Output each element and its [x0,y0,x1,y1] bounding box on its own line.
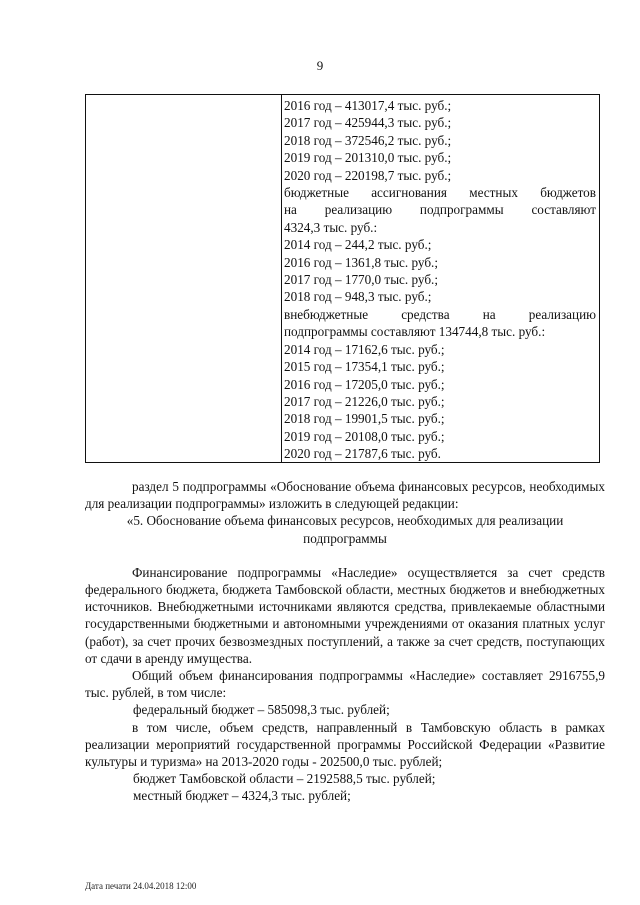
section-heading: «5. Обоснование объема финансовых ресурсов, необходимых для реализации подпрограммы [126,513,564,546]
line-federal-budget: федеральный бюджет – 585098,3 тыс. рублей; [133,702,390,718]
table-line: на реализацию подпрограммы составляют [284,202,596,218]
table-column-divider [281,95,282,462]
table-line: 2019 год – 201310,0 тыс. руб.; [284,150,452,166]
table-line: 2017 год – 1770,0 тыс. руб.; [284,272,439,288]
table-line: 2014 год – 17162,6 тыс. руб.; [284,341,445,357]
table-line: 2018 год – 948,3 тыс. руб.; [284,289,432,305]
paragraph-financing: Финансирование подпрограммы «Наследие» осуществляется за счет средств федерального бюджета, бюджета Тамбовской области, местных бюджетов и внебюджетных источников. Внебюджетными источниками являются средства, привлекаемые областными государственными бюджетными и автономными учреждениями от оказания платных услуг (работ), за счет прочих безвозмездных поступлений, а также за счет средств, поступающих от сдачи в аренду имущества. [85,564,605,666]
table-line: 4324,3 тыс. руб.: [284,219,378,235]
line-local-budget: местный бюджет – 4324,3 тыс. рублей; [133,788,351,804]
table-line: 2016 год – 17205,0 тыс. руб.; [284,376,445,392]
table-line: 2018 год – 19901,5 тыс. руб.; [284,411,445,427]
table-line: 2019 год – 20108,0 тыс. руб.; [284,428,445,444]
table-line: 2018 год – 372546,2 тыс. руб.; [284,132,452,148]
document-body [85,478,605,805]
table-line: 2020 год – 220198,7 тыс. руб.; [284,167,452,183]
table-line: 2015 год – 17354,1 тыс. руб.; [284,359,445,375]
funding-table [85,94,600,463]
table-line: внебюджетные средства на реализацию [284,306,596,322]
spacer [85,547,605,564]
table-line: 2014 год – 244,2 тыс. руб.; [284,237,432,253]
intro-paragraph: раздел 5 подпрограммы «Обоснование объема финансовых ресурсов, необходимых для реализации подпрограммы» изложить в следующей редакции: [85,479,605,512]
page-number: 9 [316,58,324,73]
table-line: 2016 год – 1361,8 тыс. руб.; [284,254,439,270]
table-line: бюджетные ассигнования местных бюджетов [284,185,596,201]
paragraph-total: Общий объем финансирования подпрограммы «Наследие» составляет 2916755,9 тыс. рублей, в том числе: [85,668,605,701]
table-line: 2017 год – 21226,0 тыс. руб.; [284,393,445,409]
table-right-cell [284,97,596,463]
table-line: 2020 год – 21787,6 тыс. руб. [284,446,441,462]
line-regional-budget: бюджет Тамбовской области – 2192588,5 тыс. рублей; [133,771,436,787]
table-line: подпрограммы составляют 134744,8 тыс. руб.: [284,324,546,340]
print-date-footer: Дата печати 24.04.2018 12:00 [85,881,197,891]
table-line: 2017 год – 425944,3 тыс. руб.; [284,115,452,131]
table-line: 2016 год – 413017,4 тыс. руб.; [284,98,452,113]
paragraph-federal-program: в том числе, объем средств, направленный в Тамбовскую область в рамках реализации мероприятий государственной программы Российской Федерации «Развитие культуры и туризма» на 2013-2020 годы - 202500,0 тыс. рублей; [85,719,605,770]
